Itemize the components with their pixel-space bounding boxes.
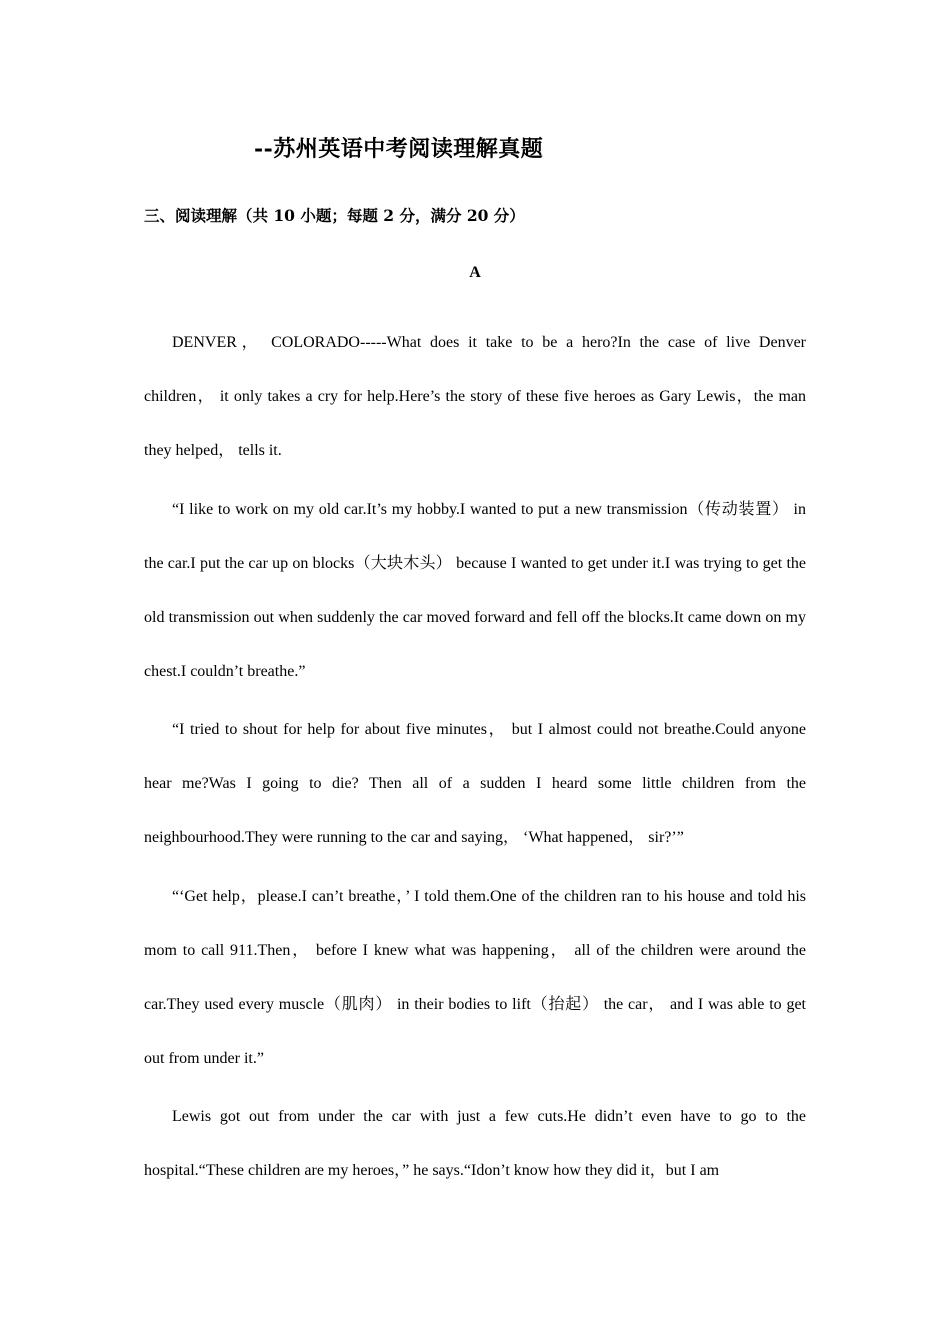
paragraph-1: DENVER， COLORADO-----What does it take to be a hero?In the case of live Denver children， it only takes a cry for help.Here’s the story of these five heroes as Gary Lewis，the man they helped， tells it. <box>144 334 807 459</box>
passage-body <box>144 316 806 1203</box>
section-heading: 三、阅读理解（共 10 小题；每题 2 分，满分 20 分） <box>144 206 525 225</box>
paragraph-4: “‘Get help，please.I can’t breathe，’ I told them.One of the children ran to his house and told his mom to call 911.Then， before I knew what was happening， all of the children were around the car.They used every muscle（肌肉） in their bodies to lift（抬起） the car， and I was able to get out from under it.” <box>144 887 806 1067</box>
paragraph-3: “I tried to shout for help for about five minutes， but I almost could not breathe.Could anyone hear me?Was I going to die? Then all of a sudden I heard some little children from the neighbourhood.They were running to the car and saying， ‘What happened， sir?’” <box>144 721 806 846</box>
document-title: --苏州英语中考阅读理解真题 <box>254 136 544 162</box>
passage-label: A <box>469 264 481 281</box>
paragraph-5: Lewis got out from under the car with just a few cuts.He didn’t even have to go to the hospital.“These children are my heroes，” he says.“Idon’t know how they did it，but I am <box>144 1108 806 1179</box>
paragraph-2: “I like to work on my old car.It’s my hobby.I wanted to put a new transmission（传动装置） in the car.I put the car up on blocks（大块木头） because I wanted to get under it.I was trying to get the old transmission out when suddenly the car moved forward and fell off the blocks.It came down on my chest.I couldn’t breathe.” <box>144 500 806 680</box>
